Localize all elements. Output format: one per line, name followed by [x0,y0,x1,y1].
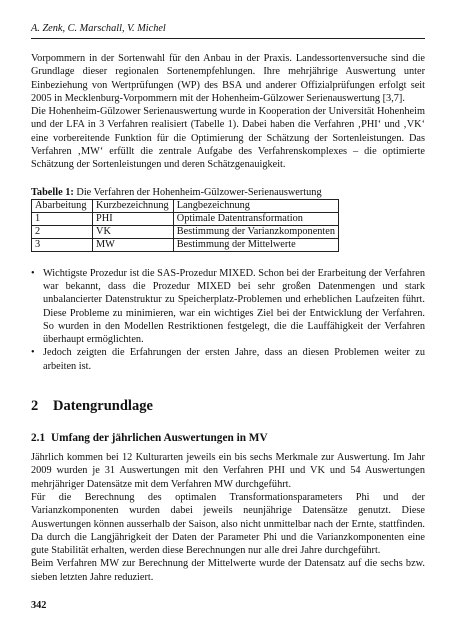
table-row [32,225,339,238]
subsection-heading [31,431,425,445]
page [31,22,425,584]
table-header-cell: Langbezeichnung [173,199,338,212]
table-cell: Bestimmung der Varianzkomponenten [173,225,338,238]
table-cell: VK [93,225,174,238]
paragraph-2: Die Hohenheim-Gülzower Serienauswertung wurde in Kooperation der Universität Hohenheim und der LFA in 3 Verfahren realisiert (Tabelle 1). Dabei haben die Verfahren ‚PHI‘ und ‚VK‘ eine vorbereitende Funktion für die Optimierung der Schätzung der Sortenleistungen. Das Verfahren ‚MW‘ erfüllt die zentrale Aufgabe des Verfahrenskomplexes – die optimierte Schätzung der Sortenleistungen und deren Schätzgenauigkeit. [31,106,425,171]
table-header-cell: Kurzbezeichnung [93,199,174,212]
paragraph-1: Vorpommern in der Sortenwahl für den Anbau in der Praxis. Landessortenversuche sind die Grundlage dieser regionalen Sortenempfehlungen. Ihre mehrjährige Auswertung unter Einbeziehung von Wertprüfungen (WP) des BSA und anderer Offizialprüfungen erfolgt seit 2005 in Mecklenburg-Vorpommern mit der Hohenheim-Gülzower Serienauswertung [3,7]. [31,53,425,104]
section-heading [31,397,425,415]
section-number: 2 [31,398,39,415]
bullet-item [31,267,425,347]
procedures-table [31,199,339,252]
running-header: A. Zenk, C. Marschall, V. Michel [31,23,166,34]
subsection-paragraph-3: Beim Verfahren MW zur Berechnung der Mittelwerte wurde der Datensatz auf die sechs bzw. sieben letzten Jahre reduziert. [31,558,425,583]
section-title: Datengrundlage [53,398,153,415]
subsection-paragraph-1: Jährlich kommen bei 12 Kulturarten jeweils ein bis sechs Merkmale zur Auswertung. Im Jahr 2009 wurden je 31 Auswertungen mit den Verfahren PHI und VK und 54 Auswertungen mehrjähriger Datensätze mit dem Verfahren MW durchgeführt. [31,452,425,490]
table-row [32,238,339,251]
table-caption-text: Die Verfahren der Hohenheim-Gülzower-Serienauswertung [73,186,322,198]
table-caption-label: Tabelle 1: [31,186,74,198]
subsection-number: 2.1 [31,432,46,445]
table-header-row [32,199,339,212]
subsection-title: Umfang der jährlichen Auswertungen in MV [51,432,268,445]
bullet-text: Jedoch zeigten die Erfahrungen der ersten Jahre, dass an diesen Problemen weiter zu arbeiten ist. [43,347,425,372]
table-cell: PHI [93,212,174,225]
table-cell: Optimale Datentransformation [173,212,338,225]
bullet-icon: • [31,347,35,359]
bullet-icon: • [31,267,35,279]
table-cell: Bestimmung der Mittelwerte [173,238,338,251]
header-rule [31,38,425,39]
subsection-paragraph-2: Für die Berechnung des optimalen Transformationsparameters Phi und der Varianzkomponenten wurden dabei jeweils neunjährige Datensätze genutzt. Diese Auswertungen können ausserhalb der Saison, also nicht unmittelbar nach der Ernte, stattfinden. Da durch die Langjährigkeit der Daten der Parameter Phi und die Varianzkomponenten eine gute Stabilität erhalten, werden diese Berechnungen nur alle drei Jahre durchgeführt. [31,491,425,557]
table-header-cell: Abarbeitung [32,199,93,212]
table-cell: 3 [32,238,93,251]
bullet-text: Wichtigste Prozedur ist die SAS-Prozedur MIXED. Schon bei der Erarbeitung der Verfahren war bekannt, dass die Prozedur MIXED bei sehr großen Datenmengen und stark unbalancierter Datenstruktur zu Speicherplatz-Problemen und erheblichen Laufzeiten führt. Diese Probleme zu minimieren, war ein wichtiges Ziel bei der Entwicklung der Verfahren. So wurden in den Modellen Restriktionen festgelegt, die die Lauffähigkeit der Verfahren überhaupt ermöglichten. [43,267,425,346]
table-cell: MW [93,238,174,251]
bullet-item [31,346,425,373]
table-row [32,212,339,225]
table-caption [31,186,425,199]
page-number: 342 [31,600,47,611]
table-cell: 2 [32,225,93,238]
table-cell: 1 [32,212,93,225]
